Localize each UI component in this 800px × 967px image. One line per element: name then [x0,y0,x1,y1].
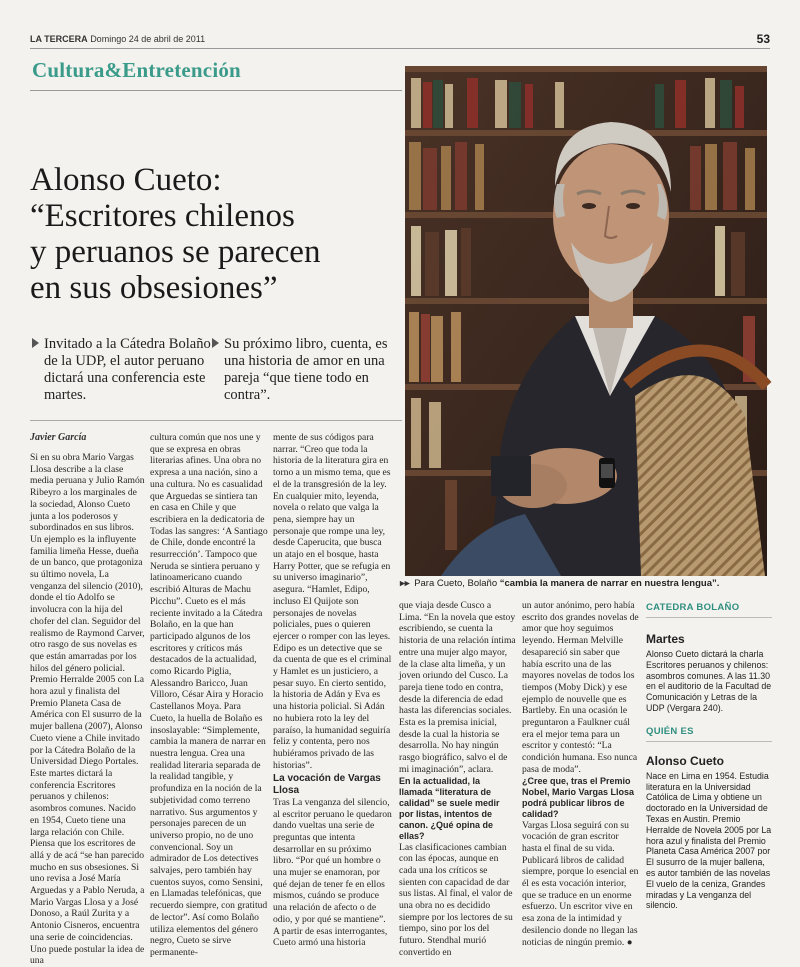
author-bio: Nace en Lima en 1954. Estudia literatura en la Universidad Católica de Lima y obtiene un doctorado en la Universidad de Texas en Austin. Premio Herralde de Novela 2005 por La hora azul y finalista del Premio Planeta Casa América 2007 por El susurro de la mujer ballena, es autor también de las novelas El vuelo de la ceniza, Grandes miradas y La venganza del silencio. [646,770,772,911]
event-day: Martes [646,632,685,646]
body-text: cultura común que nos une y que se expresa en obras literarias afines. Una obra no expresa a una nación, sino a una cultura. No es casualidad que Arguedas se sintiera tan en casa en Chile y que escribiera en la dedicatoria de Todas las sangres: ‘A Santiago de Chile, donde encontré la resurrección’. Tampoco que Neruda se sintiera peruano y latinoamericano cuando escribió Alturas de Machu Picchu”. Cueto es el más reciente invitado a la Cátedra Bolaño, en la que han participado algunos de los escritores y críticos más destacados de la actualidad, como Ricardo Piglia, Alessandro Baricco, Juan Villoro, César Aira y Horacio Castellanos Moya. Para Cueto, la huella de Bolaño es insoslayable: “Simplemente, cambia la manera de narrar en nuestra lengua. Crea una realidad literaria separada de la realidad tangible, y profundiza en la noción de la subjetividad como terreno narrativo. Sus argumentos y personajes parecen de un universo propio, no de uno convencional. Soy un admirador de Los detectives salvajes, pero también hay cuentos suyos, como Sensini, en Llamadas telefónicas, que recuerdo siempre, con gratitud de lector”. Así como Bolaño utiliza elementos del género negro, Cueto se sirve permanente- [150,432,268,958]
triangle-bullet-icon [212,338,219,348]
headline-line: “Escritores chilenos [30,198,295,234]
article-column-4 [399,600,516,958]
body-text: Vargas Llosa seguirá con su vocación de gran escritor hasta el final de su vida. Publicará libros de calidad siempre, porque lo esencial en él es esta vocación interior, que se traduce en un enorme esfuerzo. Un escritor vive en esa zona de la intimidad y desilencio donde no llegan las noticias de ningún premio. ● [522,819,639,948]
issue-date: Domingo 24 de abril de 2011 [90,34,206,44]
headline [30,162,402,306]
header-dateline [30,34,205,44]
article-column-3 [273,432,393,949]
article-rule [30,420,402,421]
double-arrow-icon: ▸▸ [400,578,410,589]
section-title: Cultura&Entretención [32,58,241,82]
sidebar-heading: CATEDRA BOLAÑO [646,600,772,618]
photo-caption [400,578,770,589]
portrait-illustration [405,66,767,576]
event-details: Alonso Cueto dictará la charla Escritores peruanos y chilenos: asombros comunes. A las 11.30 en el auditorio de la Facultad de Comunicación y Letras de la UDP (Vergara 240). [646,649,772,713]
deck-2 [224,336,396,404]
byline: Javier García [30,432,87,443]
deck-text: Invitado a la Cátedra Bolaño de la UDP, el autor peruano dictará una conferencia este martes. [44,336,211,403]
headline-line: Alonso Cueto: [30,162,222,198]
article-column-1 [30,452,145,967]
headline-line: y peruanos se parecen [30,234,321,270]
info-sidebar [646,600,772,911]
article-column-2 [150,432,268,958]
headline-line: en sus obsesiones” [30,270,278,306]
body-text: Si en su obra Mario Vargas Llosa describe a la clase media peruana y Julio Ramón Ribeyro a los marginales de la sociedad, Alonso Cueto junta a los poderosos y subordinados en sus libros. Un ejemplo es la influyente familia limeña Hesse, dueña de un banco, que protagoniza su último novela, La venganza del silencio (2010), donde el tío Adolfo se involucra con la hija del chofer del clan. Seguidor del realismo de Raymond Carver, otro rasgo de sus novelas es que están amarradas por los hilos del género policial. Premio Herralde 2005 con La hora azul y finalista del Premio Planeta Casa de América con El susurro de la mujer ballena (2007), Alonso Cueto viene a Chile invitado por la Cátedra Bolaño de la Universidad Diego Portales. Este martes dictará la conferencia Escritores peruanos y chilenos: asombros comunes. Nacido en 1954, Cueto tiene una larga relación con Chile. Piensa que los escritores de allá y de acá “se han parecido mucho en sus obsesiones. Si uno revisa a José María Arguedas y a Pablo Neruda, a Mario Vargas Llosa y a José Donoso, a Raúl Zurita y a Antonio Cisneros, encuentra una serie de coincidencias. Uno puede postular la idea de una [30,452,145,967]
body-text: Las clasificaciones cambian con las épocas, aunque en cada una los críticos se sienten con capacidad de dar sus listas. Al final, el valor de una obra no es decidido siempre por los lectores de su tiempo, sino por los del futuro. Stendhal murió convertido en [399,841,513,958]
interview-question: ¿Cree que, tras el Premio Nobel, Mario Vargas Llosa podrá publicar libros de calidad? [522,775,635,819]
paper-name: LA TERCERA [30,34,88,44]
author-photo [405,66,767,576]
page-header [30,34,770,49]
article-column-5 [522,600,640,948]
body-text: un autor anónimo, pero había escrito dos grandes novelas de amor que hoy seguimos leyendo. Herman Melville desapareció sin saber que había escrito una de las mayores novelas de todos los tiempos (Moby Dick) y ese ejemplo de nouvelle que es Bartleby. En una ocasión le preguntaron a Faulkner cuál era el mejor tema para un escritor y contestó: “La condición humana. Eso nunca pasa de moda”. [522,600,639,775]
author-name: Alonso Cueto [646,753,724,768]
page-number: 53 [756,32,770,46]
section-rule [30,90,402,91]
body-text: que viaja desde Cusco a Lima. “En la novela que estoy escribiendo, se cuenta la historia de una relación íntima entre una mujer algo mayor, de la clase alta limeña, y un joven oriundo del Cusco. La pareja tiene todo en contra, desde la diferencia de edad hasta las diferencias sociales. Esta es la premisa inicial, desde la cual la historia se desarrolla. No hay ningún rasgo biográfico, salvo el de mi imaginación”, aclara. [399,600,516,775]
caption-quote: “cambia la manera de narrar en nuestra lengua”. [499,578,720,589]
body-text: mente de sus códigos para narrar. “Creo que toda la historia de la literatura gira en torno a un mismo tema, que es el de la transgresión de la ley. En cualquier mito, leyenda, novela o relato que valga la pena, siempre hay un personaje que rompe una ley, desde Caperucita, que busca un atajo en el bosque, hasta Harry Potter, que se refugia en su universo imaginario”, asegura. “Hamlet, Edipo, incluso El Quijote son personajes de novelas policiales, pues o quieren ejercer o romper con las leyes. Edipo es un detective que se da cuenta de que es el criminal y Hamlet es un justiciero, a pesar suyo. En cierto sentido, la historia de Adán y Eva es una historia policial. Si Adán no hubiera roto la ley del paraíso, la humanidad seguiría feliz y contenta, pero nos hubiéramos privado de las historias”. [273,432,392,771]
interview-question: En la actualidad, la llamada “literatura de calidad” se suele medir por listas, intentos de canon. ¿Qué opina de ellas? [399,775,500,841]
triangle-bullet-icon [32,338,39,348]
deck-1 [44,336,214,404]
sidebar-heading-bio: QUIÉN ES [646,724,772,742]
caption-lead: Para Cueto, Bolaño [414,578,498,589]
deck-text: Su próximo libro, cuenta, es una historia de amor en una pareja “que tiene todo en contra”. [224,336,388,403]
subheading: La vocación de Vargas Llosa [273,773,381,797]
body-text: Tras La venganza del silencio, al escritor peruano le quedaron dando vueltas una serie de preguntas que intenta desarrollar en su próximo libro. “Por qué un hombre o una mujer se enamoran, por qué dejan de tener fe en ellos mismos, cuándo se produce una relación de afecto o de odio, y por qué se mantiene”. A partir de esas interrogantes, Cueto armó una historia [273,796,392,949]
